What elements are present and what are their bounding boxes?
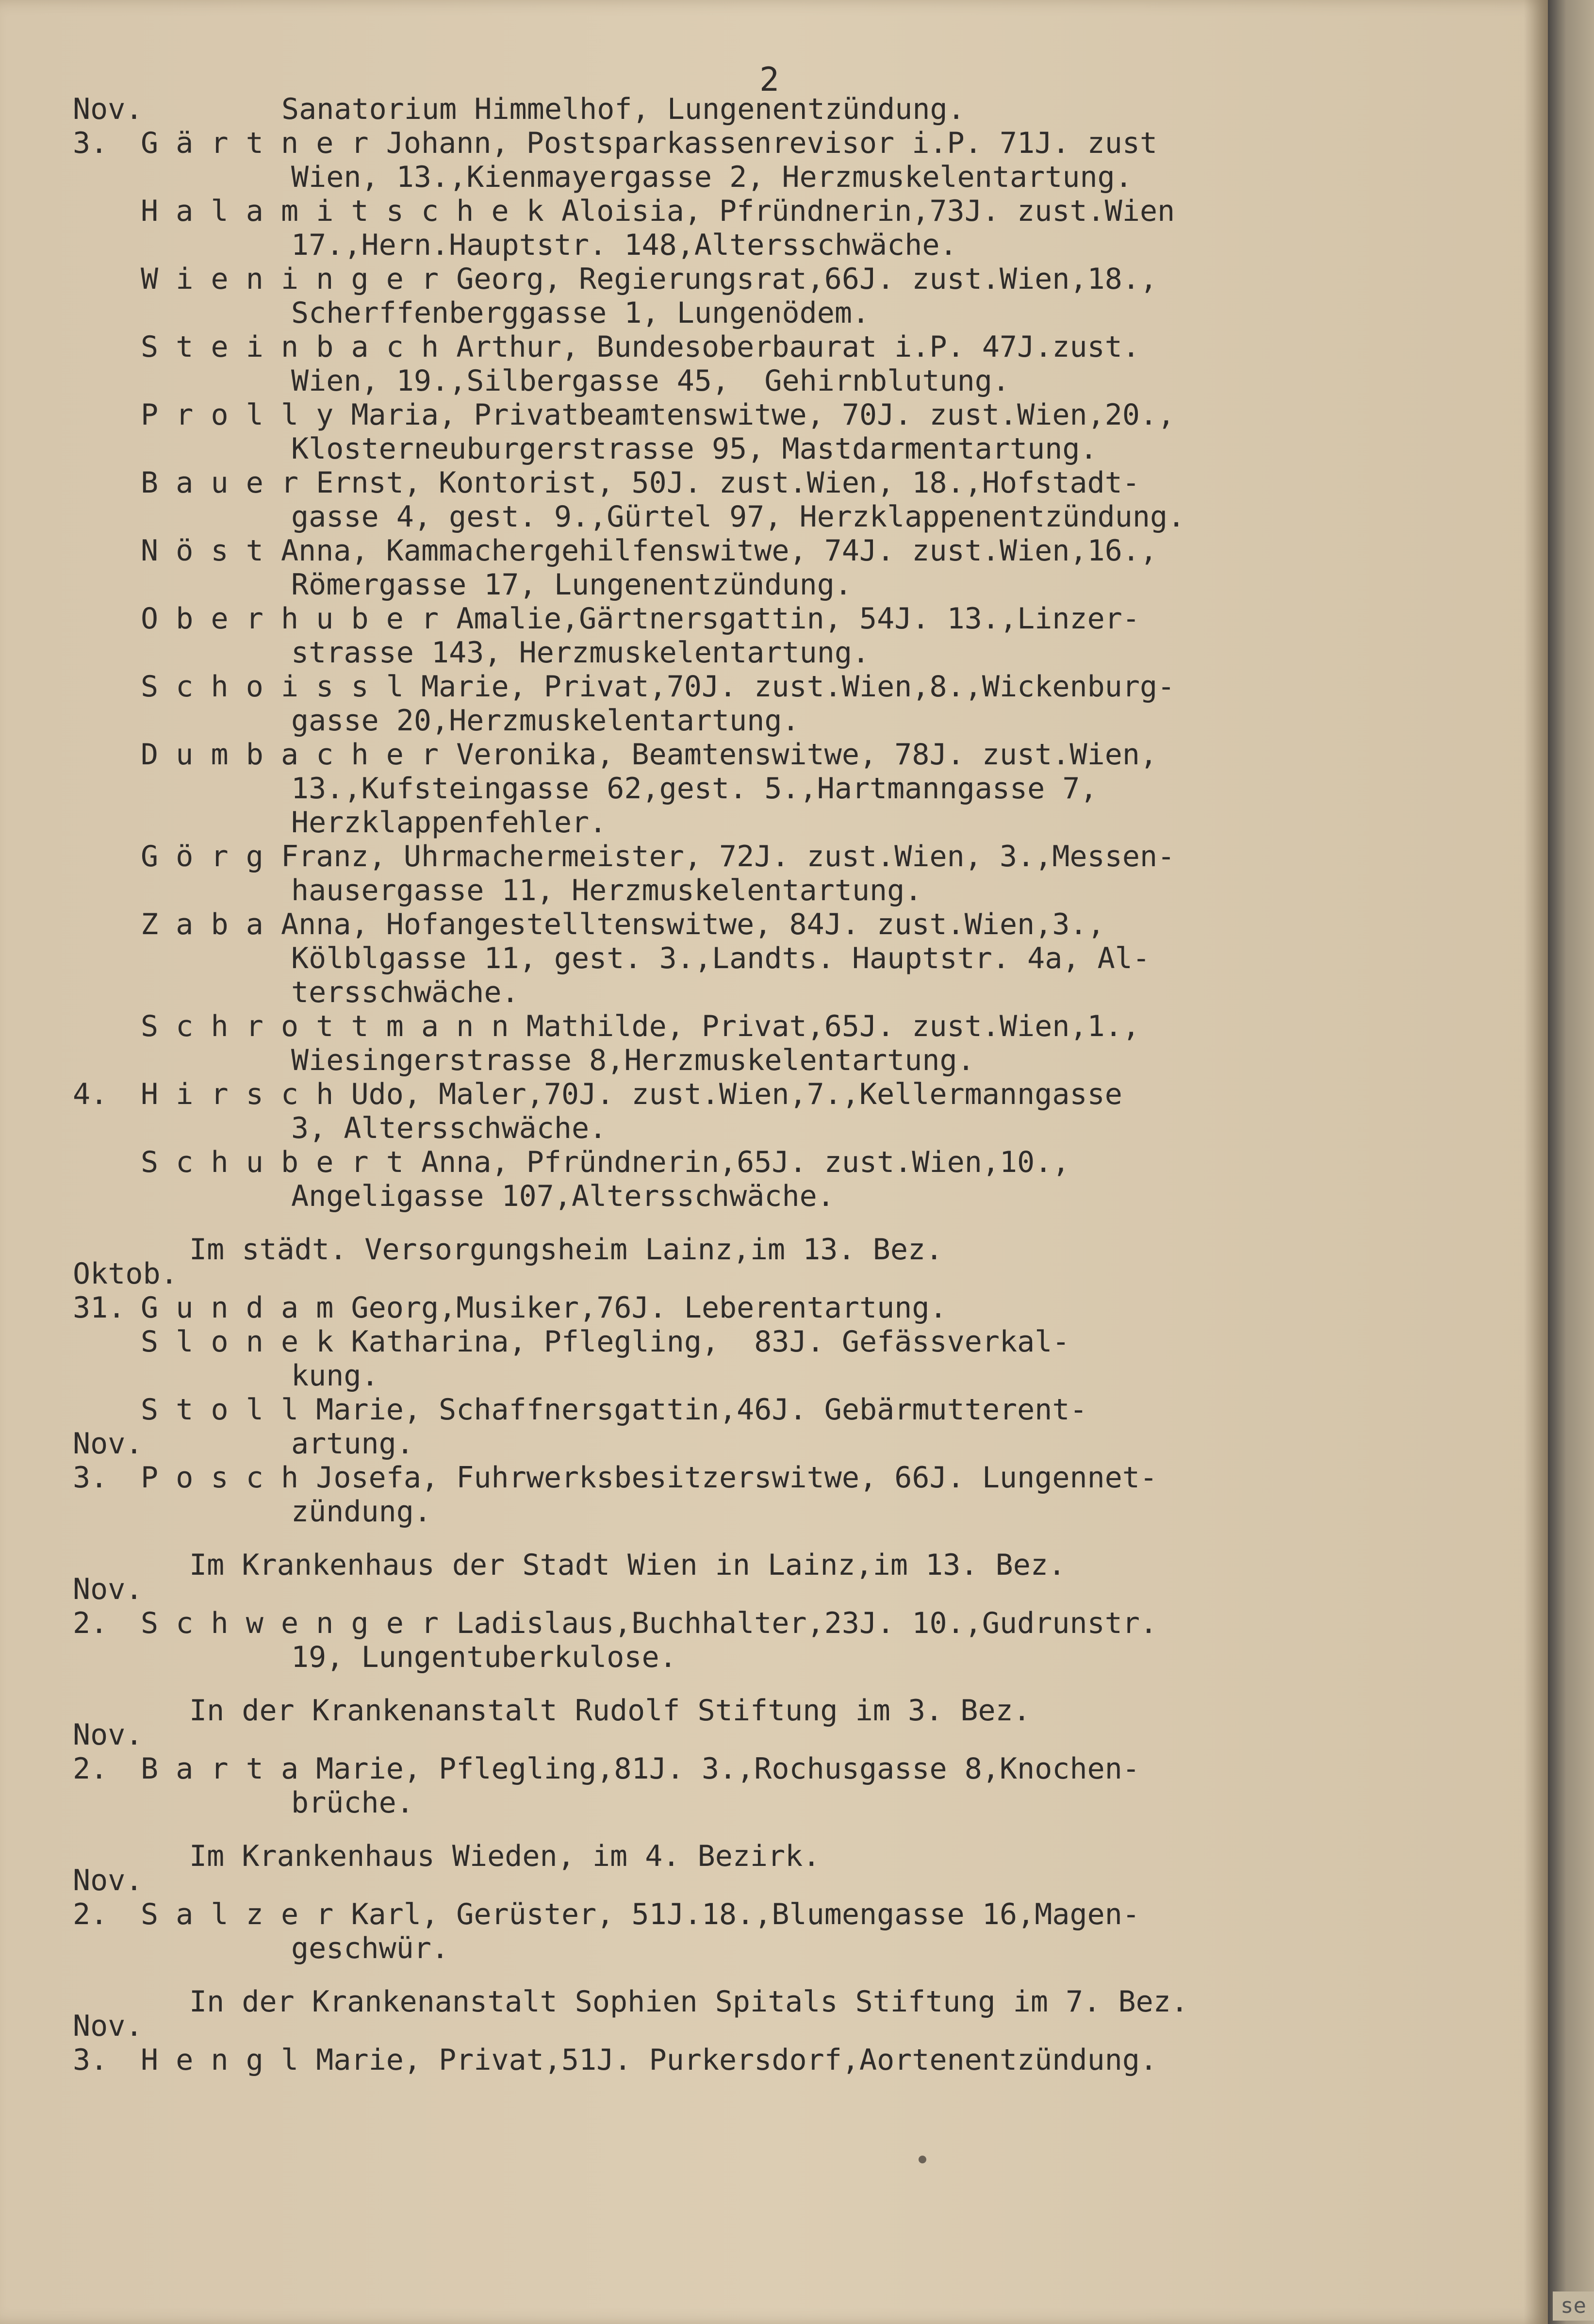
- entry-name-line: P o s c h Josefa, Fuhrwerksbesitzerswitwe, 66J. Lungennet-: [141, 1461, 1158, 1495]
- register-line: [73, 1179, 1383, 1213]
- entry-detail-line: 3, Altersschwäche.: [291, 1111, 607, 1145]
- entry-detail-line: Wien, 13.,Kienmayergasse 2, Herzmuskelentartung.: [291, 160, 1133, 194]
- entry-detail-line: Scherffenberggasse 1, Lungenödem.: [291, 296, 870, 330]
- entry-name-line: S c h u b e r t Anna, Pfründnerin,65J. zust.Wien,10.,: [141, 1145, 1070, 1179]
- entry-date: Nov.: [73, 92, 143, 126]
- register-line: [73, 975, 1383, 1009]
- entry-name-line: W i e n i n g e r Georg, Regierungsrat,66J. zust.Wien,18.,: [141, 262, 1158, 296]
- register-line: [73, 1325, 1383, 1359]
- register-line: [73, 1145, 1383, 1179]
- section-heading-text: Im Krankenhaus Wieden, im 4. Bezirk.: [189, 1839, 821, 1873]
- register-line: [73, 194, 1383, 228]
- entry-name-line: G u n d a m Georg,Musiker,76J. Leberentartung.: [141, 1291, 947, 1325]
- register-line: [73, 941, 1383, 975]
- entry-name-line: B a r t a Marie, Pflegling,81J. 3.,Rochusgasse 8,Knochen-: [141, 1752, 1140, 1786]
- adjacent-page-edge: [1548, 0, 1594, 2324]
- entry-detail-line: artung.: [291, 1427, 414, 1461]
- entry-date: Oktob.: [73, 1257, 178, 1291]
- register-line: [73, 907, 1383, 941]
- register-line: [73, 840, 1383, 874]
- register-line: [73, 636, 1383, 670]
- register-line: [73, 704, 1383, 738]
- section-gap: [73, 1820, 1383, 1839]
- entry-detail-line: geschwür.: [291, 1931, 449, 1965]
- entry-detail-line: gasse 20,Herzmuskelentartung.: [291, 704, 800, 738]
- entry-name-line: S l o n e k Katharina, Pflegling, 83J. Gefässverkal-: [141, 1325, 1070, 1359]
- ink-speck: [919, 2156, 926, 2163]
- entry-name-line: S t o l l Marie, Schaffnersgattin,46J. Gebärmutterent-: [141, 1393, 1087, 1427]
- register-line: [73, 1863, 1383, 1897]
- entry-detail-line: brüche.: [291, 1786, 414, 1820]
- section-heading-text: Sanatorium Himmelhof, Lungenentzündung.: [281, 92, 965, 126]
- entry-name-line: H a l a m i t s c h e k Aloisia, Pfründnerin,73J. zust.Wien: [141, 194, 1175, 228]
- register-line: [73, 1897, 1383, 1931]
- entry-date: 31.: [73, 1291, 126, 1325]
- entry-detail-line: Wiesingerstrasse 8,Herzmuskelentartung.: [291, 1043, 975, 1077]
- register-line: [73, 398, 1383, 432]
- entry-detail-line: gasse 4, gest. 9.,Gürtel 97, Herzklappenentzündung.: [291, 500, 1185, 534]
- register-line: [73, 330, 1383, 364]
- section-heading-text: Im Krankenhaus der Stadt Wien in Lainz,im 13. Bez.: [189, 1548, 1066, 1582]
- register-line: [73, 1606, 1383, 1640]
- entry-detail-line: zündung.: [291, 1495, 431, 1529]
- register-line: [73, 670, 1383, 704]
- entry-date: Nov.: [73, 1863, 143, 1897]
- entry-detail-line: 19, Lungentuberkulose.: [291, 1640, 677, 1674]
- register-line: [73, 364, 1383, 398]
- entry-date: Nov.: [73, 2009, 143, 2043]
- entry-date: 3.: [73, 2043, 108, 2077]
- register-line: [73, 466, 1383, 500]
- entry-date: 3.: [73, 1461, 108, 1495]
- section-gap: [73, 1965, 1383, 1985]
- register-line: [73, 602, 1383, 636]
- entry-name-line: P r o l l y Maria, Privatbeamtenswitwe, 70J. zust.Wien,20.,: [141, 398, 1175, 432]
- register-line: [73, 160, 1383, 194]
- entry-detail-line: Angeligasse 107,Altersschwäche.: [291, 1179, 835, 1213]
- register-line: [73, 228, 1383, 262]
- register-line: [73, 1427, 1383, 1461]
- entry-name-line: N ö s t Anna, Kammachergehilfenswitwe, 74J. zust.Wien,16.,: [141, 534, 1158, 568]
- entry-detail-line: Römergasse 17, Lungenentzündung.: [291, 568, 852, 602]
- entry-date: 3.: [73, 126, 108, 160]
- register-line: [73, 126, 1383, 160]
- register-line: [73, 2043, 1383, 2077]
- entry-detail-line: kung.: [291, 1359, 379, 1393]
- register-line: [73, 1393, 1383, 1427]
- entry-date: Nov.: [73, 1427, 143, 1461]
- entry-detail-line: 13.,Kufsteingasse 62,gest. 5.,Hartmanngasse 7,: [291, 772, 1098, 806]
- register-line: [73, 1291, 1383, 1325]
- entry-name-line: S a l z e r Karl, Gerüster, 51J.18.,Blumengasse 16,Magen-: [141, 1897, 1140, 1931]
- register-entries: [73, 92, 1383, 2077]
- register-line: [73, 738, 1383, 772]
- register-line: [73, 874, 1383, 907]
- register-line: [73, 1718, 1383, 1752]
- section-heading-text: Im städt. Versorgungsheim Lainz,im 13. Bez.: [189, 1233, 943, 1267]
- entry-name-line: B a u e r Ernst, Kontorist, 50J. zust.Wien, 18.,Hofstadt-: [141, 466, 1140, 500]
- register-line: [73, 1111, 1383, 1145]
- register-line: [73, 1572, 1383, 1606]
- entry-detail-line: strasse 143, Herzmuskelentartung.: [291, 636, 870, 670]
- register-line: [73, 1257, 1383, 1291]
- section-heading-text: In der Krankenanstalt Sophien Spitals Stiftung im 7. Bez.: [189, 1985, 1189, 2019]
- page-number: 2: [759, 61, 780, 99]
- entry-date: Nov.: [73, 1572, 143, 1606]
- register-line: [73, 432, 1383, 466]
- section-heading-text: In der Krankenanstalt Rudolf Stiftung im 3. Bez.: [189, 1694, 1031, 1728]
- register-line: [73, 1495, 1383, 1529]
- register-line: [73, 568, 1383, 602]
- register-line: [73, 806, 1383, 840]
- entry-name-line: G ä r t n e r Johann, Postsparkassenrevisor i.P. 71J. zust: [141, 126, 1158, 160]
- register-line: [73, 1461, 1383, 1495]
- register-line: [73, 1931, 1383, 1965]
- entry-name-line: G ö r g Franz, Uhrmachermeister, 72J. zust.Wien, 3.,Messen-: [141, 840, 1175, 874]
- entry-name-line: Z a b a Anna, Hofangestelltenswitwe, 84J. zust.Wien,3.,: [141, 907, 1105, 941]
- entry-date: 2.: [73, 1606, 108, 1640]
- register-line: [73, 2009, 1383, 2043]
- entry-name-line: H e n g l Marie, Privat,51J. Purkersdorf,Aortenentzündung.: [141, 2043, 1158, 2077]
- page-gutter: [1524, 0, 1548, 2324]
- register-line: [73, 500, 1383, 534]
- entry-date: 4.: [73, 1077, 108, 1111]
- adjacent-page-tab: se: [1553, 2291, 1594, 2321]
- section-gap: [73, 1674, 1383, 1694]
- entry-detail-line: Kölblgasse 11, gest. 3.,Landts. Hauptstr. 4a, Al-: [291, 941, 1150, 975]
- register-line: [73, 1077, 1383, 1111]
- entry-date: 2.: [73, 1897, 108, 1931]
- register-line: [73, 1786, 1383, 1820]
- register-line: [73, 1640, 1383, 1674]
- register-line: [73, 772, 1383, 806]
- register-line: [73, 534, 1383, 568]
- register-line: [73, 1752, 1383, 1786]
- entry-date: Nov.: [73, 1718, 143, 1752]
- entry-name-line: S c h w e n g e r Ladislaus,Buchhalter,23J. 10.,Gudrunstr.: [141, 1606, 1158, 1640]
- entry-name-line: S t e i n b a c h Arthur, Bundesoberbaurat i.P. 47J.zust.: [141, 330, 1140, 364]
- entry-detail-line: Klosterneuburgerstrasse 95, Mastdarmentartung.: [291, 432, 1098, 466]
- entry-name-line: H i r s c h Udo, Maler,70J. zust.Wien,7.,Kellermanngasse: [141, 1077, 1122, 1111]
- register-line: [73, 1043, 1383, 1077]
- entry-name-line: D u m b a c h e r Veronika, Beamtenswitwe, 78J. zust.Wien,: [141, 738, 1158, 772]
- entry-name-line: O b e r h u b e r Amalie,Gärtnersgattin, 54J. 13.,Linzer-: [141, 602, 1140, 636]
- entry-detail-line: hausergasse 11, Herzmuskelentartung.: [291, 874, 922, 907]
- entry-date: 2.: [73, 1752, 108, 1786]
- register-line: [73, 296, 1383, 330]
- register-line: [73, 1359, 1383, 1393]
- entry-detail-line: 17.,Hern.Hauptstr. 148,Altersschwäche.: [291, 228, 957, 262]
- entry-name-line: S c h o i s s l Marie, Privat,70J. zust.Wien,8.,Wickenburg-: [141, 670, 1175, 704]
- register-line: [73, 92, 1383, 126]
- entry-detail-line: Wien, 19.,Silbergasse 45, Gehirnblutung.: [291, 364, 1010, 398]
- section-gap: [73, 1213, 1383, 1233]
- entry-detail-line: tersschwäche.: [291, 975, 519, 1009]
- entry-name-line: S c h r o t t m a n n Mathilde, Privat,65J. zust.Wien,1.,: [141, 1009, 1140, 1043]
- section-gap: [73, 1529, 1383, 1548]
- register-line: [73, 1009, 1383, 1043]
- entry-detail-line: Herzklappenfehler.: [291, 806, 607, 840]
- register-line: [73, 262, 1383, 296]
